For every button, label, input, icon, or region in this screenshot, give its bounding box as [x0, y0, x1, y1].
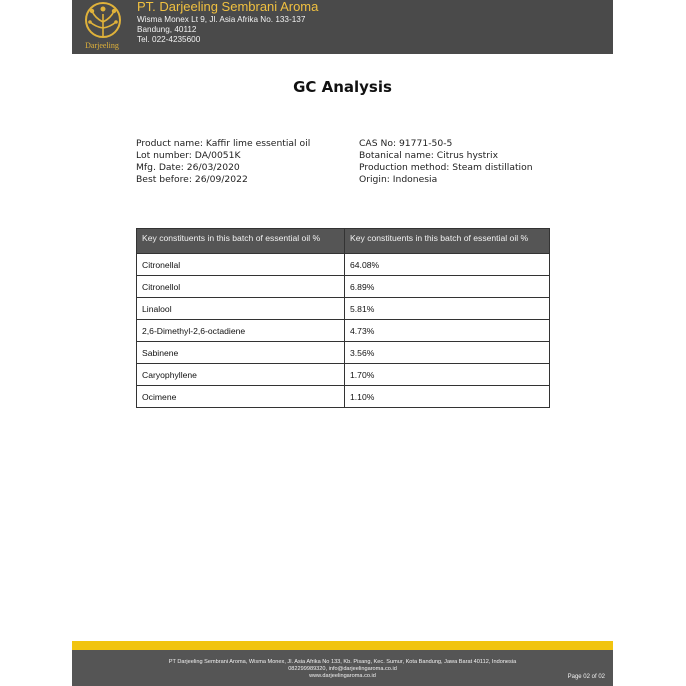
- column-header: Key constituents in this batch of essential oil %: [137, 229, 345, 254]
- mfg-date: Mfg. Date: 26/03/2020: [136, 162, 240, 173]
- constituent-name: Caryophyllene: [137, 364, 345, 386]
- constituent-name: Linalool: [137, 298, 345, 320]
- footer-address: PT Darjeeling Sembrani Aroma, Wisma Monex, Jl. Asia Afrika No 133, Kb. Pisang, Kec. Sumur, Kota Bandung, Jawa Barat 40112, Indonesia: [168, 659, 517, 665]
- logo-text: Darjeeling: [85, 41, 119, 50]
- constituent-percent: 1.70%: [345, 364, 550, 386]
- product-info-right: [359, 138, 533, 186]
- document-page: [72, 0, 613, 686]
- page-title: GC Analysis: [293, 78, 392, 96]
- table-row: [137, 342, 550, 364]
- production-method: Production method: Steam distillation: [359, 162, 533, 173]
- origin: Origin: Indonesia: [359, 174, 438, 185]
- lot-number: Lot number: DA/0051K: [136, 150, 241, 161]
- table-row: [137, 364, 550, 386]
- footer-stripe: [72, 641, 613, 650]
- address-line-1: Wisma Monex Lt 9, Jl. Asia Afrika No. 133-137: [137, 15, 306, 24]
- table-row: [137, 254, 550, 276]
- constituent-name: Citronellol: [137, 276, 345, 298]
- constituents-table: [136, 228, 550, 408]
- constituent-percent: 5.81%: [345, 298, 550, 320]
- table-row: [137, 386, 550, 408]
- product-name: Product name: Kaffir lime essential oil: [136, 138, 311, 149]
- table-header-row: [137, 229, 550, 254]
- constituent-percent: 6.89%: [345, 276, 550, 298]
- column-header: Key constituents in this batch of essential oil %: [345, 229, 550, 254]
- cas-number: CAS No: 91771-50-5: [359, 138, 453, 149]
- constituent-name: Ocimene: [137, 386, 345, 408]
- footer-website: www.darjeelingaroma.co.id: [309, 673, 376, 679]
- letterhead: [72, 0, 613, 54]
- constituent-percent: 1.10%: [345, 386, 550, 408]
- botanical-name: Botanical name: Citrus hystrix: [359, 150, 499, 161]
- constituent-percent: 64.08%: [345, 254, 550, 276]
- footer: [72, 650, 613, 686]
- constituent-name: 2,6-Dimethyl-2,6-octadiene: [137, 320, 345, 342]
- constituent-name: Citronellal: [137, 254, 345, 276]
- footer-contact: 082299989320, info@darjeelingaroma.co.id: [288, 666, 397, 672]
- table-row: [137, 276, 550, 298]
- address-line-2: Bandung, 40112: [137, 25, 197, 34]
- table-row: [137, 298, 550, 320]
- constituent-name: Sabinene: [137, 342, 345, 364]
- best-before: Best before: 26/09/2022: [136, 174, 248, 185]
- product-info-left: [136, 138, 310, 186]
- company-name: PT. Darjeeling Sembrani Aroma: [137, 0, 319, 14]
- constituent-percent: 4.73%: [345, 320, 550, 342]
- constituent-percent: 3.56%: [345, 342, 550, 364]
- table-row: [137, 320, 550, 342]
- phone: Tel. 022-4235600: [137, 35, 201, 44]
- page-number: Page 02 of 02: [567, 674, 605, 680]
